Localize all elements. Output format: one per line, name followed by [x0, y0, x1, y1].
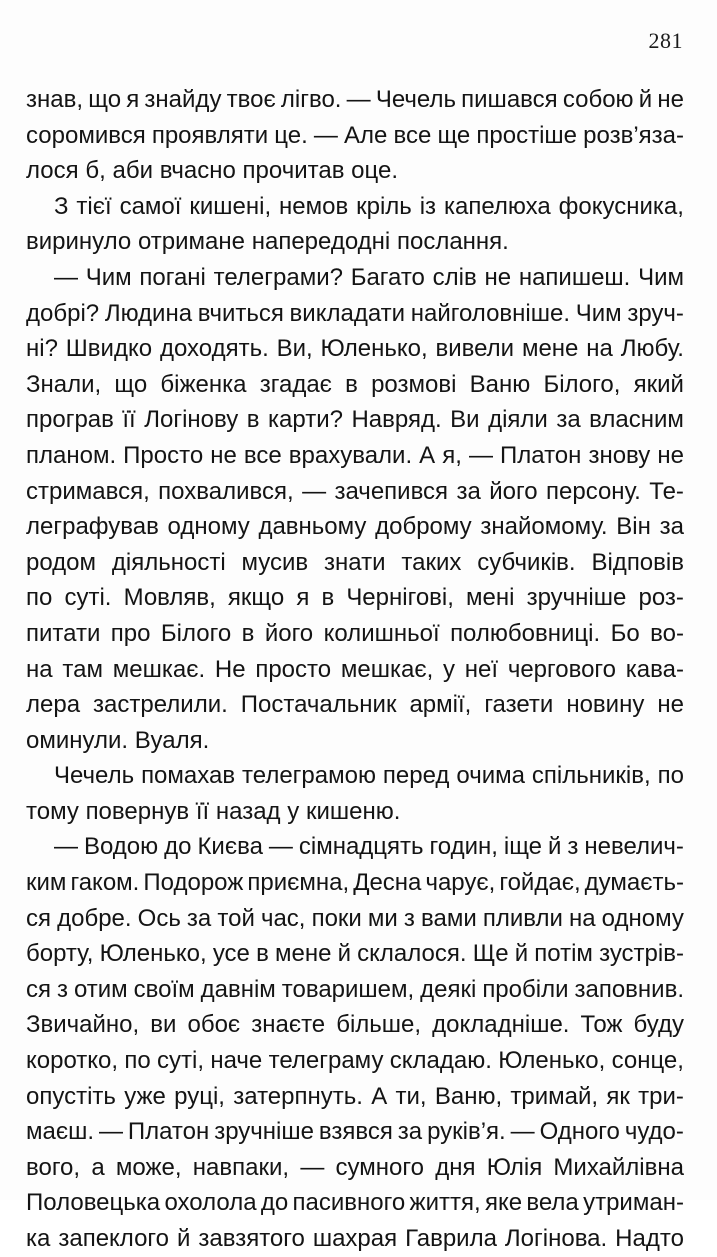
text-line: лера застрелили. Постачальник армії, газети новину не	[26, 691, 684, 719]
text-line: родом діяльності мусив знати таких субчиків. Відповів	[26, 548, 684, 576]
text-line: З тієї самої кишені, немов кріль із капелюха фокусника,	[54, 192, 684, 220]
text-line: добрі? Людина вчиться викладати найголовніше. Чим зруч-	[26, 299, 684, 327]
text-line: — Чим погані телеграми? Багато слів не напишеш. Чим	[54, 263, 684, 291]
text-line: Чечель помахав телеграмою перед очима спільників, по	[54, 762, 684, 790]
text-line: Половецька охолола до пасивного життя, яке вела утриман-	[26, 1189, 684, 1217]
text-line: питати про Білого в його колишньої полюбовниці. Бо во-	[26, 619, 684, 647]
text-line: — Водою до Києва — сімнадцять годин, іще й з невелич-	[54, 833, 684, 861]
text-line: леграфував одному давньому доброму знайомому. Він за	[26, 513, 684, 541]
text-line: на там мешкає. Не просто мешкає, у неї чергового кава-	[26, 655, 684, 683]
text-line: Звичайно, ви обоє знаєте більше, докладніше. Тож буду	[26, 1011, 684, 1039]
text-line: ка запеклого й завзятого шахрая Гаврила Логінова. Надто	[26, 1225, 684, 1252]
text-line: стримався, похвалився, — зачепився за його персону. Те-	[26, 477, 684, 505]
text-line: ся добре. Ось за той час, поки ми з вами пливли на одному	[26, 904, 684, 932]
text-line: тому повернув її назад у кишеню.	[26, 797, 401, 825]
text-line: ким гаком. Подорож приємна, Десна чарує, гойдає, думаєть-	[26, 869, 684, 897]
text-line: соромився проявляти це. — Але все ще простіше розв’яза-	[26, 121, 684, 149]
text-line: вого, а може, навпаки, — сумного дня Юлія Михайлівна	[26, 1153, 684, 1181]
text-line: ся з отим своїм давнім товаришем, деякі пробіли заповнив.	[26, 975, 684, 1003]
text-line: Знали, що біженка згадає в розмові Ваню Білого, який	[26, 370, 684, 398]
page-number: 281	[648, 28, 683, 53]
text-line: по суті. Мовляв, якщо я в Чернігові, мені зручніше роз-	[26, 584, 684, 612]
text-line: борту, Юленько, усе в мене й склалося. Ще й потім зустрів-	[26, 940, 684, 968]
text-line: планом. Просто не все врахували. А я, — Платон знову не	[26, 441, 684, 469]
text-line: коротко, по суті, наче телеграму складаю. Юленько, сонце,	[26, 1047, 684, 1075]
text-line: програв її Логінову в карти? Навряд. Ви діяли за власним	[26, 406, 684, 434]
body-text	[26, 82, 684, 1257]
text-line: лося б, аби вчасно прочитав оце.	[26, 157, 399, 185]
text-line: опустіть уже руці, затерпнуть. А ти, Ваню, тримай, як три-	[26, 1082, 684, 1110]
text-line: знав, що я знайду твоє лігво. — Чечель пишався собою й не	[26, 86, 684, 113]
text-line: оминули. Вуаля.	[26, 726, 210, 754]
text-line: ні? Швидко доходять. Ви, Юленько, вивели мене на Любу.	[26, 335, 684, 363]
text-line: маєш. — Платон зручніше взявся за руків’я. — Одного чудо-	[26, 1118, 684, 1146]
text-line: виринуло отримане напередодні послання.	[26, 228, 509, 256]
